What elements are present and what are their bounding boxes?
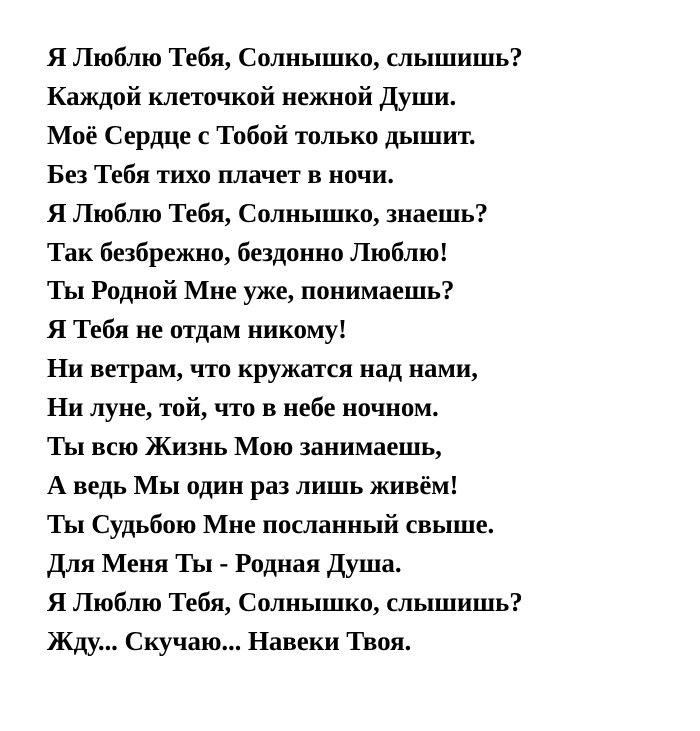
poem-line-4: Без Тебя тихо плачет в ночи. — [47, 158, 394, 189]
poem-line-6: Так безбрежно, бездонно Люблю! — [47, 236, 449, 267]
poem-line-13: Ты Судьбою Мне посланный свыше. — [47, 508, 495, 539]
poem-line-5: Я Люблю Тебя, Солнышко, знаешь? — [47, 197, 489, 228]
poem-text — [47, 38, 687, 661]
poem-line-2: Каждой клеточкой нежной Души. — [47, 80, 457, 111]
poem-line-14: Для Меня Ты - Родная Душа. — [47, 547, 402, 578]
poem-line-3: Моё Сердце с Тобой только дышит. — [47, 119, 476, 150]
poem-line-11: Ты всю Жизнь Мою занимаешь, — [47, 431, 442, 462]
poem-line-16: Жду... Скучаю... Навеки Твоя. — [47, 625, 412, 656]
poem-line-15: Я Люблю Тебя, Солнышко, слышишь? — [47, 586, 523, 617]
poem-line-9: Ни ветрам, что кружатся над нами, — [47, 353, 478, 384]
poem-line-7: Ты Родной Мне уже, понимаешь? — [47, 275, 455, 306]
poem-line-8: Я Тебя не отдам никому! — [47, 314, 347, 345]
poem-line-12: А ведь Мы один раз лишь живём! — [47, 469, 459, 500]
poem-line-10: Ни луне, той, что в небе ночном. — [47, 392, 439, 423]
poem-line-1: Я Люблю Тебя, Солнышко, слышишь? — [47, 42, 523, 72]
